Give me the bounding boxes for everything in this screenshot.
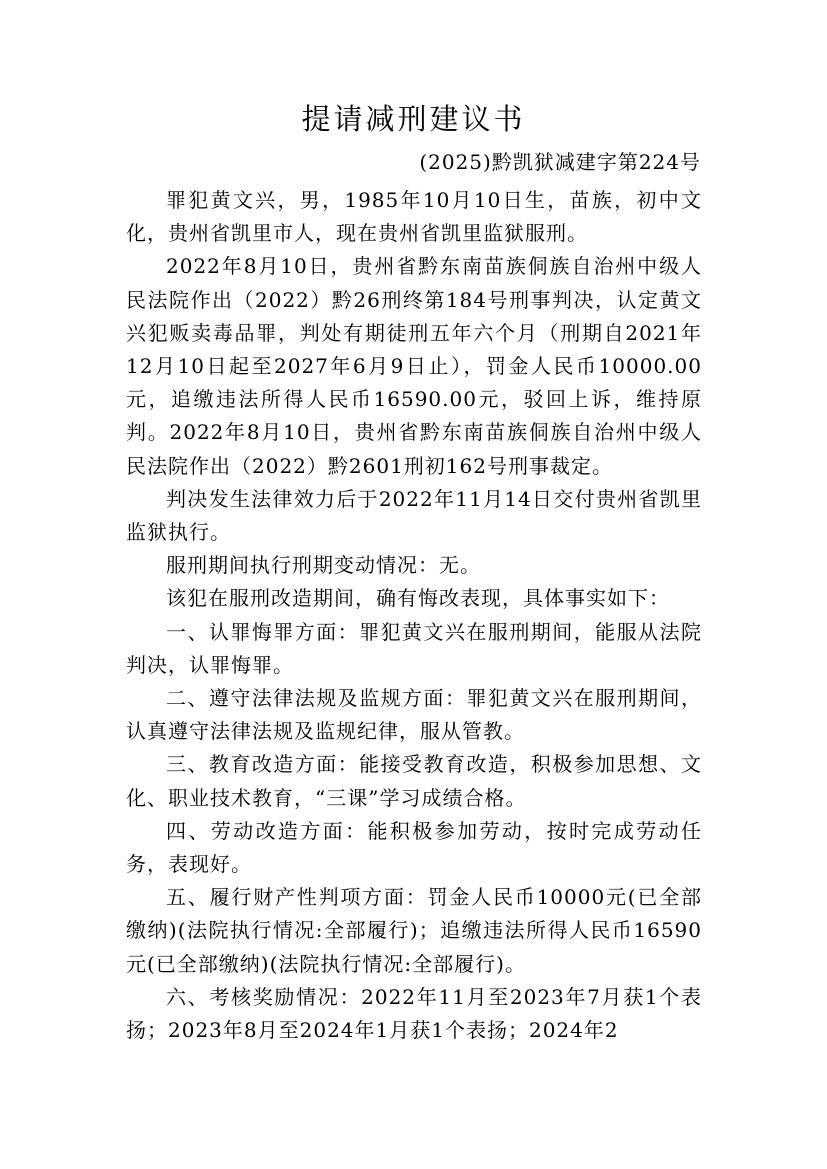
paragraph-labor: 四、劳动改造方面：能积极参加劳动，按时完成劳动任务，表现好。 [126, 818, 702, 877]
paragraph-education: 三、教育改造方面：能接受教育改造，积极参加思想、文化、职业技术教育，“三课”学习成绩合格。 [126, 752, 702, 810]
paragraph-rewards: 六、考核奖励情况：2022年11月至2023年7月获1个表扬；2023年8月至2024年1月获1个表扬；2024年2 [126, 984, 702, 1043]
paragraph-facts-intro: 该犯在服刑改造期间，确有悔改表现，具体事实如下： [166, 586, 670, 611]
paragraph-sentence-change: 服刑期间执行刑期变动情况：无。 [166, 553, 481, 578]
paragraph-judgment: 2022年8月10日，贵州省黔东南苗族侗族自治州中级人民法院作出（2022）黔26刑终第184号刑事判决，认定黄文兴犯贩卖毒品罪，判处有期徒刑五年六个月（刑期自2021年12月10日起至2027年6月9日止），罚金人民币10000.00元，追缴违法所得人民币16590.00元，驳回上诉，维持原判。2022年8月10日，贵州省黔东南苗族侗族自治州中级人民法院作出（2022）黔2601刑初162号刑事裁定。 [126, 254, 702, 478]
paragraph-delivery: 判决发生法律效力后于2022年11月14日交付贵州省凯里监狱执行。 [126, 486, 702, 545]
paragraph-property: 五、履行财产性判项方面：罚金人民币10000元(已全部缴纳)(法院执行情况:全部履行)；追缴违法所得人民币16590元(已全部缴纳)(法院执行情况:全部履行)。 [126, 885, 702, 976]
document-title: 提请减刑建议书 [301, 102, 526, 136]
paragraph-discipline: 二、遵守法律法规及监规方面：罪犯黄文兴在服刑期间，认真遵守法律法规及监规纪律，服从管教。 [126, 686, 702, 744]
document-number: (2025)黔凯狱减建字第224号 [419, 150, 701, 174]
document-body [126, 184, 702, 1047]
paragraph-criminal-info: 罪犯黄文兴，男，1985年10月10日生，苗族，初中文化，贵州省凯里市人，现在贵州省凯里监狱服刑。 [126, 188, 702, 246]
paragraph-repentance: 一、认罪悔罪方面：罪犯黄文兴在服刑期间，能服从法院判决，认罪悔罪。 [126, 619, 702, 677]
